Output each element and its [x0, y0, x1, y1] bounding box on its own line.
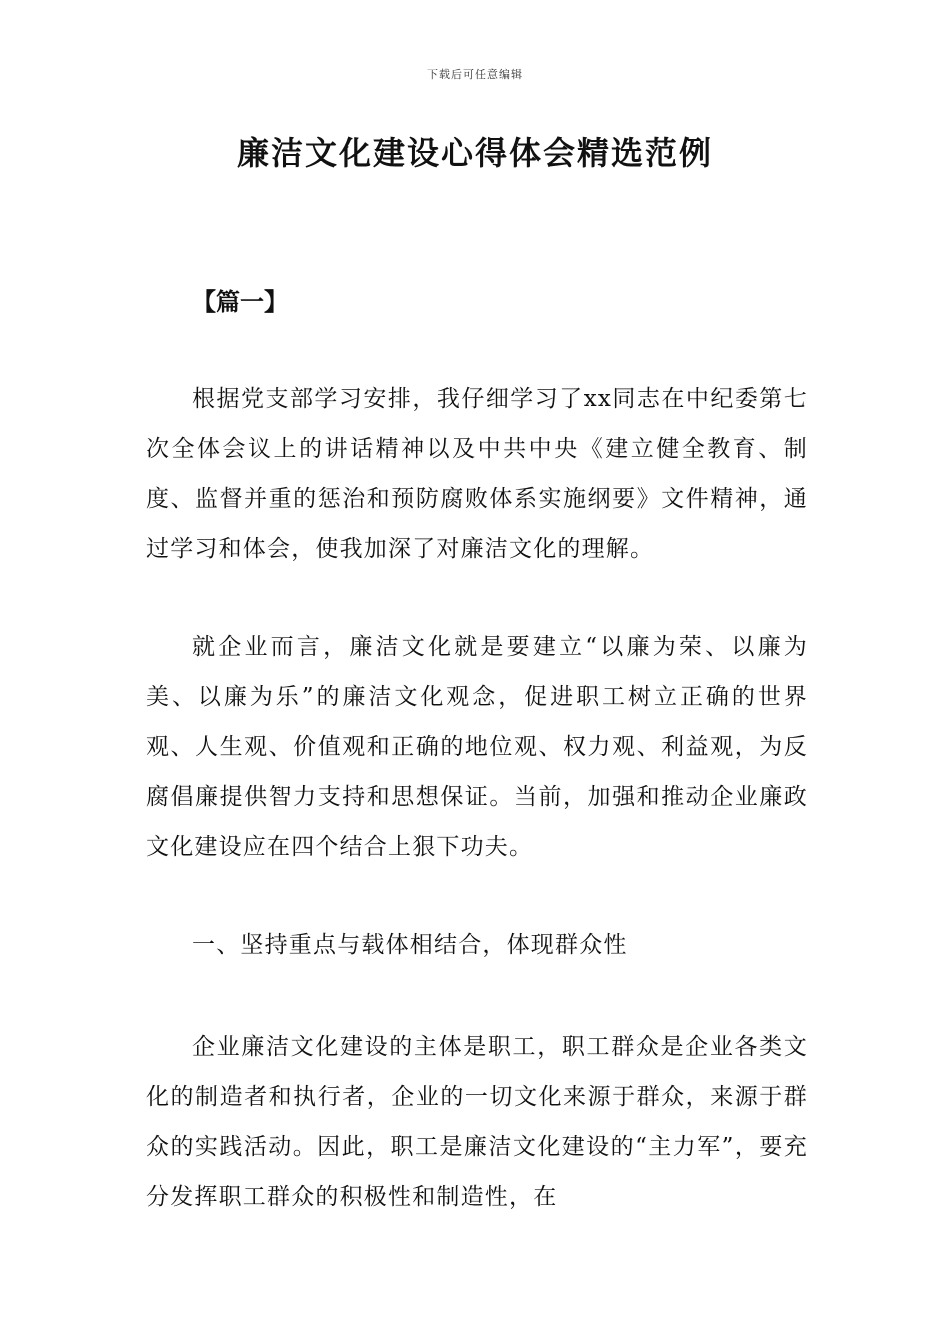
paragraph-3: 企业廉洁文化建设的主体是职工，职工群众是企业各类文化的制造者和执行者，企业的一切文化来源于群众，来源于群众的实践活动。因此，职工是廉洁文化建设的“主力军”，要充分发挥职工群众的积极性和制造性，在	[146, 1034, 808, 1210]
sub-heading: 一、坚持重点与载体相结合，体现群众性	[192, 932, 628, 958]
section-label: 【篇一】	[192, 288, 288, 316]
paragraph-2: 就企业而言，廉洁文化就是要建立“以廉为荣、以廉为美、以廉为乐”的廉洁文化观念，促进职工树立正确的世界观、人生观、价值观和正确的地位观、权力观、利益观，为反腐倡廉提供智力支持和思想保证。当前，加强和推动企业廉政文化建设应在四个结合上狠下功夫。	[146, 634, 808, 860]
document-title: 廉洁文化建设心得体会精选范例	[236, 134, 713, 172]
header-note: 下载后可任意编辑	[427, 68, 523, 81]
paragraph-1: 根据党支部学习安排，我仔细学习了xx同志在中纪委第七次全体会议上的讲话精神以及中共中央《建立健全教育、制度、监督并重的惩治和预防腐败体系实施纲要》文件精神，通过学习和体会，使我加深了对廉洁文化的理解。	[146, 386, 808, 562]
